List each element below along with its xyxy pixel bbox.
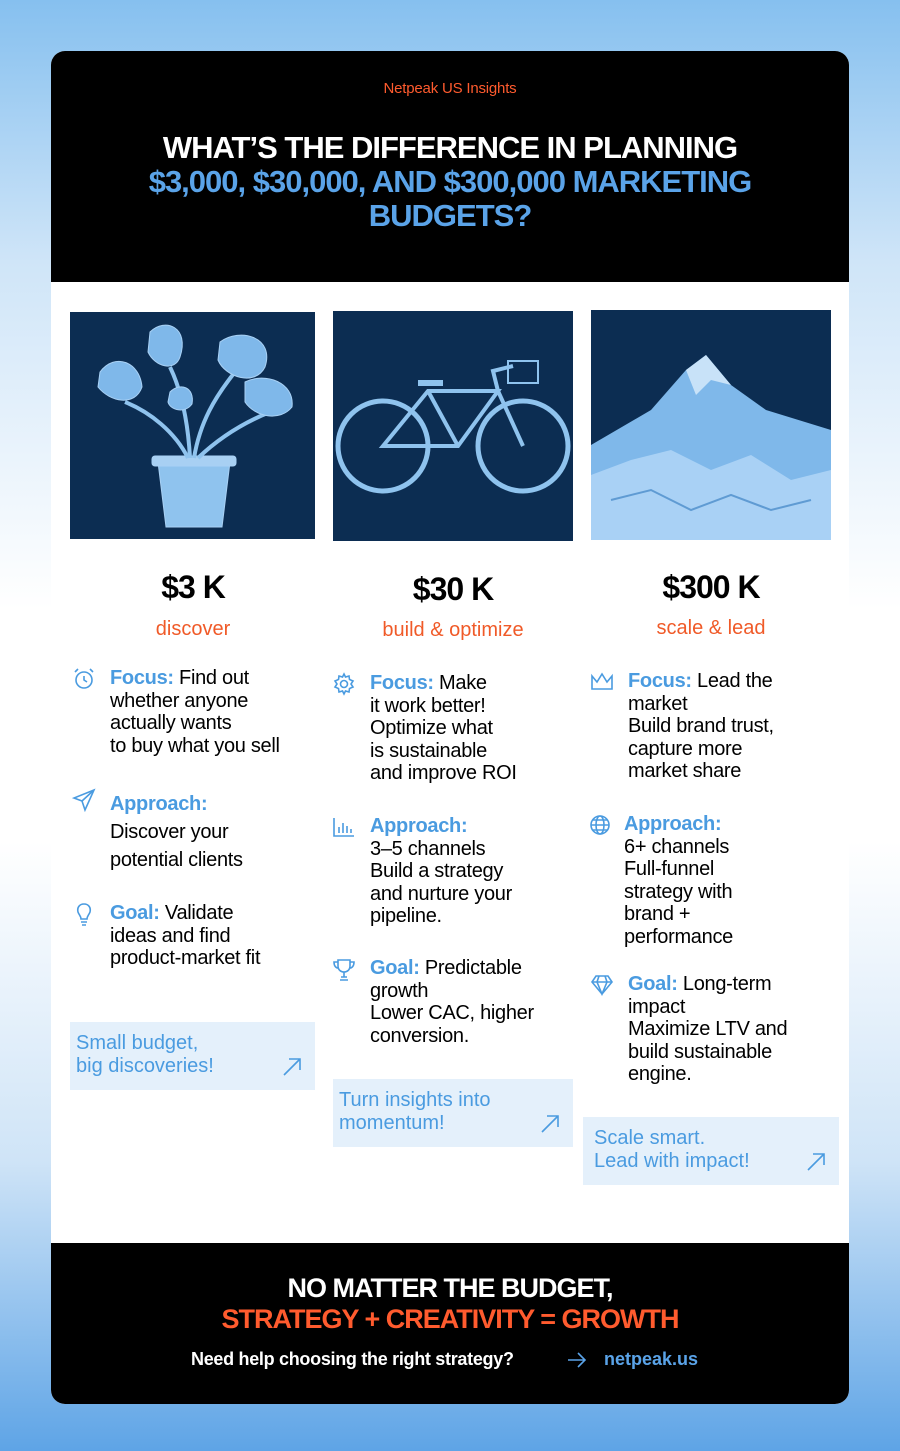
focus-text: and improve ROI [370, 762, 517, 784]
focus-text: it work better! [370, 694, 486, 717]
gear-icon [332, 672, 356, 696]
arrow-right-icon [566, 1350, 588, 1370]
goal-text: product-market fit [110, 947, 261, 969]
focus-block-1 [110, 667, 325, 757]
cta-small-budget[interactable] [70, 1022, 315, 1090]
approach-text: 3–5 channels [370, 837, 486, 860]
approach-text: pipeline. [370, 905, 442, 927]
focus-text: whether anyone [110, 689, 249, 712]
arrow-up-right-icon [281, 1056, 303, 1078]
globe-icon [588, 813, 612, 837]
cta-text: Turn insights into [339, 1089, 491, 1111]
price-30k: $30 K [412, 571, 494, 607]
price-300k: $300 K [662, 569, 760, 605]
footer [51, 1243, 849, 1404]
approach-text: 6+ channels [624, 835, 730, 858]
help-text: Need help choosing the right strategy? [191, 1349, 514, 1369]
focus-text: capture more [628, 737, 743, 760]
goal-text: engine. [628, 1063, 692, 1085]
goal-label: Goal: [628, 973, 678, 995]
approach-text: Discover your [110, 821, 229, 843]
subtitle-build-optimize: build & optimize [382, 619, 524, 641]
goal-text: Lower CAC, higher [370, 1002, 534, 1024]
approach-text: Full-funnel [624, 858, 715, 880]
goal-text: impact [628, 995, 686, 1018]
title-line-1: WHAT’S THE DIFFERENCE IN PLANNING [162, 130, 738, 165]
goal-text: Maximize LTV and [628, 1018, 788, 1040]
title-line-2: $3,000, $30,000, AND $300,000 MARKETING [148, 164, 752, 199]
price-3k: $3 K [161, 569, 225, 605]
approach-label: Approach: [370, 815, 468, 837]
goal-text: growth [370, 979, 429, 1002]
cta-text: Small budget, [76, 1032, 199, 1054]
crown-icon [590, 670, 614, 694]
focus-text: market share [628, 760, 742, 782]
cta-scale-smart[interactable] [583, 1117, 839, 1185]
focus-text: Optimize what [370, 717, 493, 739]
lightbulb-icon [72, 902, 96, 926]
footer-line-1: NO MATTER THE BUDGET, [287, 1273, 613, 1303]
subtitle-scale-lead: scale & lead [656, 617, 766, 639]
arrow-up-right-icon [805, 1151, 827, 1173]
goal-text: Validate [164, 902, 234, 924]
plant-image [70, 312, 315, 539]
title-line-3: BUDGETS? [368, 198, 532, 233]
approach-block-1 [110, 790, 325, 874]
bar-chart-icon [332, 815, 356, 839]
mountain-image [591, 310, 831, 540]
cta-text: big discoveries! [76, 1054, 214, 1077]
focus-label: Focus: [110, 667, 174, 689]
cta-text: Scale smart. [594, 1127, 706, 1149]
approach-text: brand + [624, 903, 691, 925]
approach-text: performance [624, 925, 733, 948]
focus-text: actually wants [110, 712, 232, 734]
focus-label: Focus: [370, 672, 434, 694]
focus-text: Make [439, 672, 487, 694]
alarm-clock-icon [72, 667, 96, 691]
bicycle-image [333, 311, 573, 541]
infographic-card [51, 51, 849, 1404]
approach-block-2 [370, 815, 585, 928]
approach-text: strategy with [624, 880, 733, 903]
cta-turn-insights[interactable] [333, 1079, 573, 1147]
focus-block-2 [370, 672, 585, 785]
footer-line-2: STRATEGY + CREATIVITY = GROWTH [221, 1304, 679, 1334]
arrow-up-right-icon [539, 1113, 561, 1135]
cta-text: momentum! [339, 1111, 445, 1134]
header [51, 51, 849, 282]
brand-label: Netpeak US Insights [383, 80, 517, 97]
goal-block-2 [370, 957, 585, 1047]
paper-plane-icon [72, 788, 96, 812]
website-link[interactable]: netpeak.us [604, 1349, 699, 1369]
goal-label: Goal: [370, 957, 420, 979]
goal-text: ideas and find [110, 924, 231, 947]
focus-label: Focus: [628, 670, 692, 692]
approach-label: Approach: [110, 793, 208, 815]
goal-text: Predictable [424, 957, 522, 979]
focus-block-3 [628, 670, 843, 783]
goal-block-1 [110, 902, 325, 970]
approach-text: Build a strategy [370, 860, 504, 882]
focus-text: Build brand trust, [628, 715, 774, 737]
approach-block-3 [624, 813, 839, 948]
diamond-icon [590, 973, 614, 997]
approach-text: and nurture your [370, 882, 512, 905]
focus-text: market [628, 692, 688, 715]
page-title [51, 131, 849, 233]
goal-text: conversion. [370, 1024, 469, 1047]
trophy-icon [332, 958, 356, 982]
goal-text: Long-term [682, 973, 772, 995]
focus-text: is sustainable [370, 739, 487, 762]
goal-block-3 [628, 973, 843, 1086]
focus-text: to buy what you sell [110, 734, 280, 757]
focus-text: Lead the [697, 670, 773, 692]
approach-label: Approach: [624, 813, 722, 835]
approach-text: potential clients [110, 849, 243, 871]
goal-label: Goal: [110, 902, 160, 924]
cta-text: Lead with impact! [594, 1149, 750, 1172]
goal-text: build sustainable [628, 1040, 772, 1063]
focus-text: Find out [179, 667, 249, 689]
subtitle-discover: discover [155, 618, 231, 640]
